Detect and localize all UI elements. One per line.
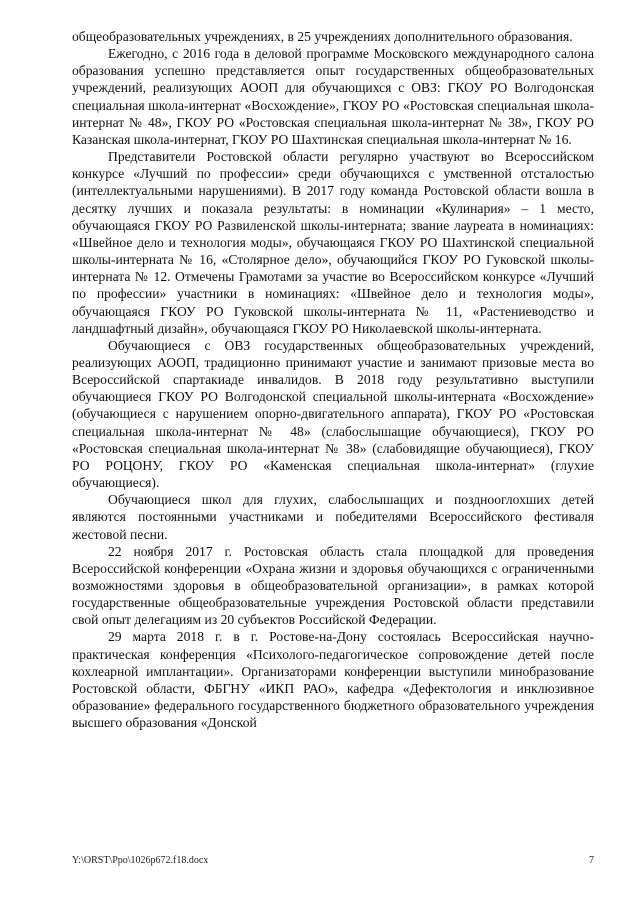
paragraph-conference-2018: 29 марта 2018 г. в г. Ростове-на-Дону состоялась Всероссийская научно-практическая конференция «Психолого-педагогическое сопровождение детей после кохлеарной имплантации». Организаторами конференции выступили минобразование Ростовской области, ФБГНУ «ИКП РАО», кафедра «Дефектология и инклюзивное образование» федерального государственного бюджетного образовательного учреждения высшего образования «Донской — [72, 629, 594, 731]
paragraph-spartakiad: Обучающиеся с ОВЗ государственных общеобразовательных учреждений, реализующих АООП, традиционно принимают участие и занимают призовые места во Всероссийской спартакиаде инвалидов. В 2018 году результативно выступили обучающиеся ГКОУ РО Волгодонской специальной школы-интерната «Восхождение» (обучающиеся с нарушением опорно-двигательного аппарата), ГКОУ РО «Ростовская специальная школа-интернат № 48» (слабослышащие обучающиеся), ГКОУ РО «Ростовская специальная школа-интернат № 38» (слабовидящие обучающиеся), ГКОУ РО РОЦОНУ, ГКОУ РО «Каменская специальная школа-интернат» (глухие обучающиеся). — [72, 337, 594, 491]
document-body — [72, 28, 594, 731]
paragraph-moscow-salon: Ежегодно, с 2016 года в деловой программе Московского международного салона образования успешно представляется опыт государственных общеобразовательных учреждений, реализующих АООП для обучающихся с ОВЗ: ГКОУ РО Волгодонская специальная школа-интернат «Восхождение», ГКОУ РО «Ростовская специальная школа-интернат № 48», ГКОУ РО «Ростовская специальная школа-интернат № 38», ГКОУ РО Казанская школа-интернат, ГКОУ РО Шахтинская специальная школа-интернат № 16. — [72, 46, 594, 147]
paragraph-best-in-profession: Представители Ростовской области регулярно участвуют во Всероссийском конкурсе «Лучший по профессии» среди обучающихся с умственной отсталостью (интеллектуальными нарушениями). В 2017 году команда Ростовской области вошла в десятку лучших и показала результаты: в номинации «Кулинария» – 1 место, обучающаяся ГКОУ РО Развиленской школы-интерната; звание лауреата в номинациях: «Швейное дело и технология моды», обучающаяся ГКОУ РО Шахтинской специальной школы-интерната № 16, «Столярное дело», обучающийся ГКОУ РО Гуковской школы-интерната № 12. Отмечены Грамотами за участие во Всероссийском конкурсе «Лучший по профессии» участники в номинациях: «Швейное дело и технология моды», обучающаяся ГКОУ РО Гуковской школы-интерната № 11, «Растениеводство и ландшафтный дизайн», обучающаяся ГКОУ РО Николаевской школы-интерната. — [72, 149, 594, 336]
paragraph-sign-song-festival: Обучающиеся школ для глухих, слабослышащих и позднооглохших детей являются постоянными участниками и победителями Всероссийского фестиваля жестовой песни. — [72, 492, 594, 542]
paragraph-conference-2017: 22 ноября 2017 г. Ростовская область стала площадкой для проведения Всероссийской конференции «Охрана жизни и здоровья обучающихся с ограниченными возможностями здоровья в общеобразовательной организации», в рамках которой государственные общеобразовательные учреждения Ростовской области представили свой опыт делегациям из 20 субъектов Российской Федерации. — [72, 543, 594, 628]
page-number: 7 — [589, 855, 594, 866]
file-path: Y:\ORST\Ppo\1026p672.f18.docx — [72, 855, 209, 866]
paragraph-continuation: общеобразовательных учреждениях, в 25 учреждениях дополнительного образования. — [72, 29, 573, 44]
